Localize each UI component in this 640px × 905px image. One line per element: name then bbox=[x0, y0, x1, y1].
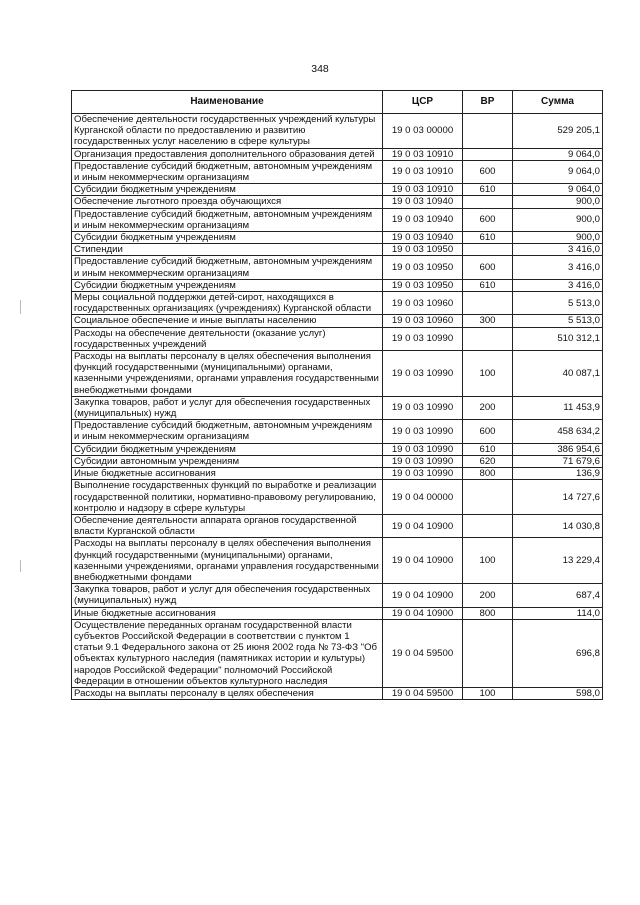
table-row bbox=[72, 468, 603, 480]
cell-vr bbox=[463, 327, 513, 350]
cell-name: Стипендии bbox=[72, 244, 383, 256]
cell-csr: 19 0 03 10950 bbox=[383, 279, 463, 291]
cell-vr: 610 bbox=[463, 184, 513, 196]
cell-sum: 458 634,2 bbox=[513, 420, 603, 443]
cell-sum: 14 727,6 bbox=[513, 480, 603, 515]
table-row bbox=[72, 256, 603, 279]
cell-name: Обеспечение деятельности государственных учреждений культуры Курганской области по предоставлению и развитию государственных услуг населению в сфере культуры bbox=[72, 114, 383, 149]
cell-name: Иные бюджетные ассигнования bbox=[72, 468, 383, 480]
cell-vr: 610 bbox=[463, 232, 513, 244]
cell-name: Предоставление субсидий бюджетным, автономным учреждениям и иным некоммерческим организациям bbox=[72, 256, 383, 279]
cell-vr bbox=[463, 292, 513, 315]
cell-vr: 200 bbox=[463, 584, 513, 607]
cell-name: Предоставление субсидий бюджетным, автономным учреждениям и иным некоммерческим организациям bbox=[72, 208, 383, 231]
cell-name: Расходы на обеспечение деятельности (оказание услуг) государственных учреждений bbox=[72, 327, 383, 350]
table-row bbox=[72, 687, 603, 699]
cell-csr: 19 0 03 10990 bbox=[383, 468, 463, 480]
cell-csr: 19 0 03 10950 bbox=[383, 256, 463, 279]
cell-sum: 9 064,0 bbox=[513, 184, 603, 196]
table-row bbox=[72, 443, 603, 455]
cell-sum: 5 513,0 bbox=[513, 292, 603, 315]
cell-csr: 19 0 03 10910 bbox=[383, 184, 463, 196]
table-row bbox=[72, 315, 603, 327]
cell-sum: 900,0 bbox=[513, 208, 603, 231]
header-csr: ЦСР bbox=[383, 91, 463, 114]
cell-sum: 696,8 bbox=[513, 619, 603, 687]
cell-sum: 386 954,6 bbox=[513, 443, 603, 455]
table-row bbox=[72, 420, 603, 443]
cell-csr: 19 0 04 10900 bbox=[383, 514, 463, 537]
header-vr: ВР bbox=[463, 91, 513, 114]
header-name: Наименование bbox=[72, 91, 383, 114]
cell-sum: 11 453,9 bbox=[513, 396, 603, 419]
cell-sum: 5 513,0 bbox=[513, 315, 603, 327]
cell-name: Закупка товаров, работ и услуг для обеспечения государственных (муниципальных) нужд bbox=[72, 584, 383, 607]
cell-csr: 19 0 04 59500 bbox=[383, 687, 463, 699]
cell-sum: 13 229,4 bbox=[513, 538, 603, 584]
cell-vr: 800 bbox=[463, 468, 513, 480]
cell-vr: 600 bbox=[463, 160, 513, 183]
cell-csr: 19 0 04 10900 bbox=[383, 584, 463, 607]
table-header-row bbox=[72, 91, 603, 114]
cell-vr: 800 bbox=[463, 607, 513, 619]
cell-name: Обеспечение льготного проезда обучающихся bbox=[72, 196, 383, 208]
cell-vr: 600 bbox=[463, 420, 513, 443]
table-row bbox=[72, 114, 603, 149]
cell-csr: 19 0 03 10990 bbox=[383, 443, 463, 455]
table-row bbox=[72, 232, 603, 244]
cell-vr: 610 bbox=[463, 279, 513, 291]
cell-sum: 14 030,8 bbox=[513, 514, 603, 537]
cell-name: Субсидии автономным учреждениям bbox=[72, 455, 383, 467]
cell-name: Закупка товаров, работ и услуг для обеспечения государственных (муниципальных) нужд bbox=[72, 396, 383, 419]
cell-name: Субсидии бюджетным учреждениям bbox=[72, 232, 383, 244]
cell-csr: 19 0 03 10940 bbox=[383, 208, 463, 231]
cell-name: Иные бюджетные ассигнования bbox=[72, 607, 383, 619]
cell-vr: 100 bbox=[463, 351, 513, 397]
page-number: 348 bbox=[311, 63, 329, 75]
cell-csr: 19 0 04 59500 bbox=[383, 619, 463, 687]
table-row bbox=[72, 292, 603, 315]
table-row bbox=[72, 279, 603, 291]
cell-csr: 19 0 03 10940 bbox=[383, 232, 463, 244]
cell-csr: 19 0 04 00000 bbox=[383, 480, 463, 515]
cell-sum: 687,4 bbox=[513, 584, 603, 607]
cell-csr: 19 0 03 10910 bbox=[383, 160, 463, 183]
header-sum: Сумма bbox=[513, 91, 603, 114]
cell-name: Предоставление субсидий бюджетным, автономным учреждениям и иным некоммерческим организациям bbox=[72, 160, 383, 183]
cell-csr: 19 0 03 10990 bbox=[383, 351, 463, 397]
table-row bbox=[72, 148, 603, 160]
cell-name: Субсидии бюджетным учреждениям bbox=[72, 279, 383, 291]
cell-name: Выполнение государственных функций по выработке и реализации государственной политики, нормативно-правовому регулированию, контролю и надзору в сфере культуры bbox=[72, 480, 383, 515]
table-row bbox=[72, 584, 603, 607]
scan-edge-mark bbox=[20, 560, 21, 572]
cell-vr: 610 bbox=[463, 443, 513, 455]
table-row bbox=[72, 196, 603, 208]
cell-sum: 71 679,6 bbox=[513, 455, 603, 467]
table-row bbox=[72, 327, 603, 350]
cell-name: Социальное обеспечение и иные выплаты населению bbox=[72, 315, 383, 327]
table-row bbox=[72, 160, 603, 183]
cell-csr: 19 0 03 10990 bbox=[383, 420, 463, 443]
table-row bbox=[72, 514, 603, 537]
table-row bbox=[72, 619, 603, 687]
cell-vr bbox=[463, 148, 513, 160]
cell-vr: 100 bbox=[463, 687, 513, 699]
cell-csr: 19 0 03 00000 bbox=[383, 114, 463, 149]
cell-sum: 900,0 bbox=[513, 232, 603, 244]
cell-name: Организация предоставления дополнительного образования детей bbox=[72, 148, 383, 160]
cell-sum: 40 087,1 bbox=[513, 351, 603, 397]
cell-sum: 510 312,1 bbox=[513, 327, 603, 350]
cell-csr: 19 0 03 10940 bbox=[383, 196, 463, 208]
cell-vr: 300 bbox=[463, 315, 513, 327]
table-row bbox=[72, 208, 603, 231]
cell-csr: 19 0 03 10960 bbox=[383, 292, 463, 315]
scan-edge-mark bbox=[20, 300, 21, 314]
cell-vr: 620 bbox=[463, 455, 513, 467]
cell-vr bbox=[463, 114, 513, 149]
table-row bbox=[72, 244, 603, 256]
cell-name: Субсидии бюджетным учреждениям bbox=[72, 443, 383, 455]
cell-sum: 9 064,0 bbox=[513, 148, 603, 160]
cell-sum: 114,0 bbox=[513, 607, 603, 619]
cell-csr: 19 0 03 10910 bbox=[383, 148, 463, 160]
cell-vr bbox=[463, 619, 513, 687]
cell-name: Осуществление переданных органам государственной власти субъектов Российской Федерации в соответствии с пунктом 1 статьи 9.1 Федерального закона от 25 июня 2002 года № 73-ФЗ "Об объектах культурного наследия (памятниках истории и культуры) народов Российской Федерации" полномочий Российской Федерации в отношении объектов культурного наследия bbox=[72, 619, 383, 687]
cell-csr: 19 0 03 10990 bbox=[383, 455, 463, 467]
cell-vr bbox=[463, 196, 513, 208]
cell-vr bbox=[463, 514, 513, 537]
cell-vr: 100 bbox=[463, 538, 513, 584]
table-row bbox=[72, 607, 603, 619]
cell-name: Субсидии бюджетным учреждениям bbox=[72, 184, 383, 196]
table-row bbox=[72, 480, 603, 515]
cell-sum: 529 205,1 bbox=[513, 114, 603, 149]
cell-sum: 3 416,0 bbox=[513, 256, 603, 279]
cell-sum: 9 064,0 bbox=[513, 160, 603, 183]
cell-vr bbox=[463, 244, 513, 256]
cell-name: Расходы на выплаты персоналу в целях обеспечения выполнения функций государственными (муниципальными) органами, казенными учреждениями, органами управления государственными внебюджетными фондами bbox=[72, 538, 383, 584]
cell-csr: 19 0 03 10950 bbox=[383, 244, 463, 256]
cell-vr: 600 bbox=[463, 208, 513, 231]
table-row bbox=[72, 455, 603, 467]
cell-name: Предоставление субсидий бюджетным, автономным учреждениям и иным некоммерческим организациям bbox=[72, 420, 383, 443]
cell-sum: 3 416,0 bbox=[513, 244, 603, 256]
cell-sum: 3 416,0 bbox=[513, 279, 603, 291]
cell-vr: 600 bbox=[463, 256, 513, 279]
table-row bbox=[72, 184, 603, 196]
table-row bbox=[72, 351, 603, 397]
cell-sum: 598,0 bbox=[513, 687, 603, 699]
table-row bbox=[72, 538, 603, 584]
cell-csr: 19 0 03 10990 bbox=[383, 396, 463, 419]
cell-name: Расходы на выплаты персоналу в целях обеспечения bbox=[72, 687, 383, 699]
cell-sum: 900,0 bbox=[513, 196, 603, 208]
cell-name: Обеспечение деятельности аппарата органов государственной власти Курганской области bbox=[72, 514, 383, 537]
table-row bbox=[72, 396, 603, 419]
cell-sum: 136,9 bbox=[513, 468, 603, 480]
budget-table bbox=[71, 90, 603, 700]
cell-csr: 19 0 03 10960 bbox=[383, 315, 463, 327]
cell-vr bbox=[463, 480, 513, 515]
cell-csr: 19 0 04 10900 bbox=[383, 607, 463, 619]
cell-vr: 200 bbox=[463, 396, 513, 419]
cell-name: Расходы на выплаты персоналу в целях обеспечения выполнения функций государственными (муниципальными) органами, казенными учреждениями, органами управления государственными внебюджетными фондами bbox=[72, 351, 383, 397]
cell-csr: 19 0 04 10900 bbox=[383, 538, 463, 584]
cell-csr: 19 0 03 10990 bbox=[383, 327, 463, 350]
cell-name: Меры социальной поддержки детей-сирот, находящихся в государственных организациях (учреждениях) Курганской области bbox=[72, 292, 383, 315]
